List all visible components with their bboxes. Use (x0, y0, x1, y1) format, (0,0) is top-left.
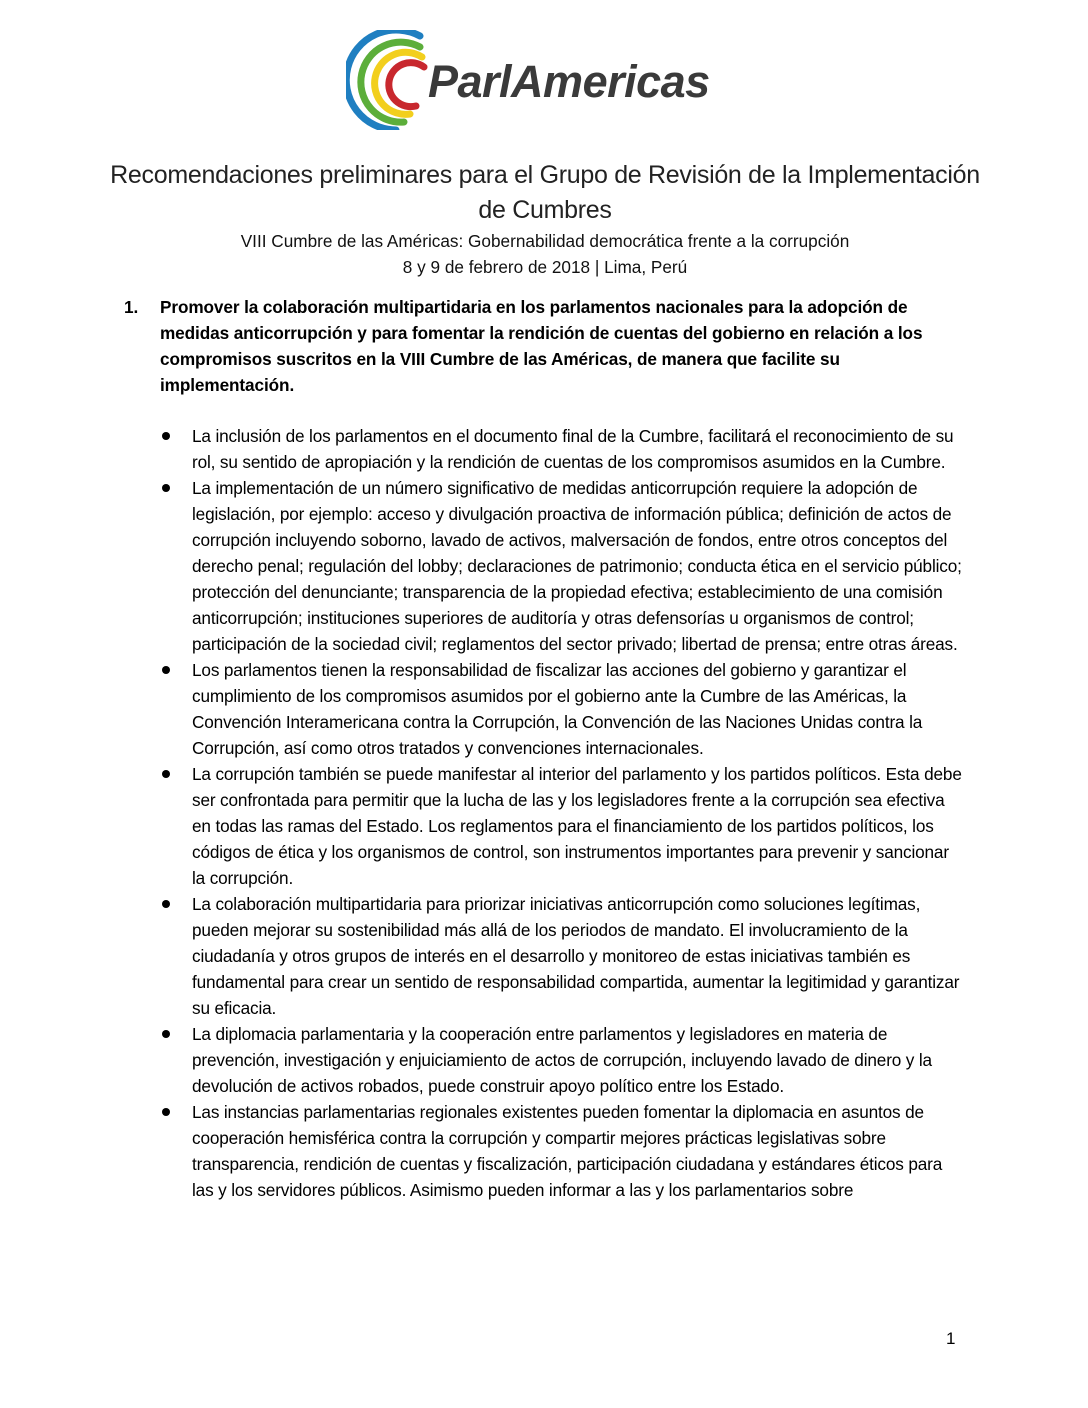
document-subtitle (100, 228, 990, 280)
bullet-icon (162, 432, 170, 440)
bullet-icon (162, 900, 170, 908)
bullet-icon (162, 484, 170, 492)
list-item (158, 423, 964, 475)
logo-text: ParlAmericas (428, 56, 710, 107)
document-title: Recomendaciones preliminares para el Grupo de Revisión de la Implementación de Cumbres (110, 161, 980, 224)
page-number: 1 (946, 1329, 956, 1348)
section-number: 1. (124, 297, 139, 317)
bullet-icon (162, 1030, 170, 1038)
list-item (158, 657, 964, 761)
bullet-text: Los parlamentos tienen la responsabilidad de fiscalizar las acciones del gobierno y garantizar el cumplimiento de los compromisos asumidos por el gobierno ante la Cumbre de las Américas, la Convención Interamericana contra la Corrupción, la Convención de las Naciones Unidas contra la Corrupción, así como otros tratados y convenciones internacionales. (192, 660, 923, 758)
subtitle-event: VIII Cumbre de las Américas: Gobernabilidad democrática frente a la corrupción (240, 231, 850, 251)
bullet-text: La diplomacia parlamentaria y la cooperación entre parlamentos y legisladores en materia de prevención, investigación y enjuiciamiento de actos de corrupción, incluyendo lavado de dinero y la devolución de activos robados, puede construir apoyo político entre los Estado. (192, 1024, 932, 1096)
subtitle-date-location: 8 y 9 de febrero de 2018 | Lima, Perú (402, 257, 688, 277)
bullet-text: La inclusión de los parlamentos en el documento final de la Cumbre, facilitará el reconocimiento de su rol, su sentido de apropiación y la rendición de cuentas de los compromisos asumidos en la Cumbre. (192, 426, 954, 472)
list-item (158, 761, 964, 891)
bullet-icon (162, 1108, 170, 1116)
bullet-icon (162, 666, 170, 674)
bullet-list (158, 423, 964, 1203)
list-item (158, 1021, 964, 1099)
section-heading: Promover la colaboración multipartidaria en los parlamentos nacionales para la adopción de medidas anticorrupción y para fomentar la rendición de cuentas del gobierno en relación a los compromisos suscritos en la VIII Cumbre de las Américas, de manera que facilite su implementación. (160, 297, 923, 395)
list-item (158, 891, 964, 1021)
parlamericas-logo (346, 30, 736, 130)
list-item (158, 1099, 964, 1203)
bullet-text: La colaboración multipartidaria para priorizar iniciativas anticorrupción como soluciones legítimas, pueden mejorar su sostenibilidad más allá de los periodos de mandato. El involucramiento de la ciudadanía y otros grupos de interés en el desarrollo y monitoreo de estas iniciativas también es fundamental para crear un sentido de responsabilidad compartida, aumentar la legitimidad y garantizar su eficacia. (192, 894, 960, 1018)
list-item (158, 475, 964, 657)
bullet-text: La implementación de un número significativo de medidas anticorrupción requiere la adopción de legislación, por ejemplo: acceso y divulgación proactiva de información pública; definición de actos de corrupción incluyendo soborno, lavado de activos, malversación de fondos, entre otros conceptos del derecho penal; regulación del lobby; declaraciones de patrimonio; conducta ética en el servicio público; protección del denunciante; transparencia de la propiedad efectiva; establecimiento de una comisión anticorrupción; instituciones superiores de auditoría y otras defensorías u organismos de control; participación de la sociedad civil; reglamentos del sector privado; libertad de prensa; entre otras áreas. (192, 478, 962, 654)
bullet-icon (162, 770, 170, 778)
bullet-text: Las instancias parlamentarias regionales existentes pueden fomentar la diplomacia en asuntos de cooperación hemisférica contra la corrupción y compartir mejores prácticas legislativas sobre transparencia, rendición de cuentas y fiscalización, participación ciudadana y estándares éticos para las y los servidores públicos. Asimismo pueden informar a las y los parlamentarios sobre (192, 1102, 943, 1200)
bullet-text: La corrupción también se puede manifestar al interior del parlamento y los partidos políticos. Esta debe ser confrontada para permitir que la lucha de las y los legisladores frente a la corrupción sea efectiva en todas las ramas del Estado. Los reglamentos para el financiamiento de los partidos políticos, los códigos de ética y los organismos de control, son instrumentos importantes para prevenir y sancionar la corrupción. (192, 764, 962, 888)
